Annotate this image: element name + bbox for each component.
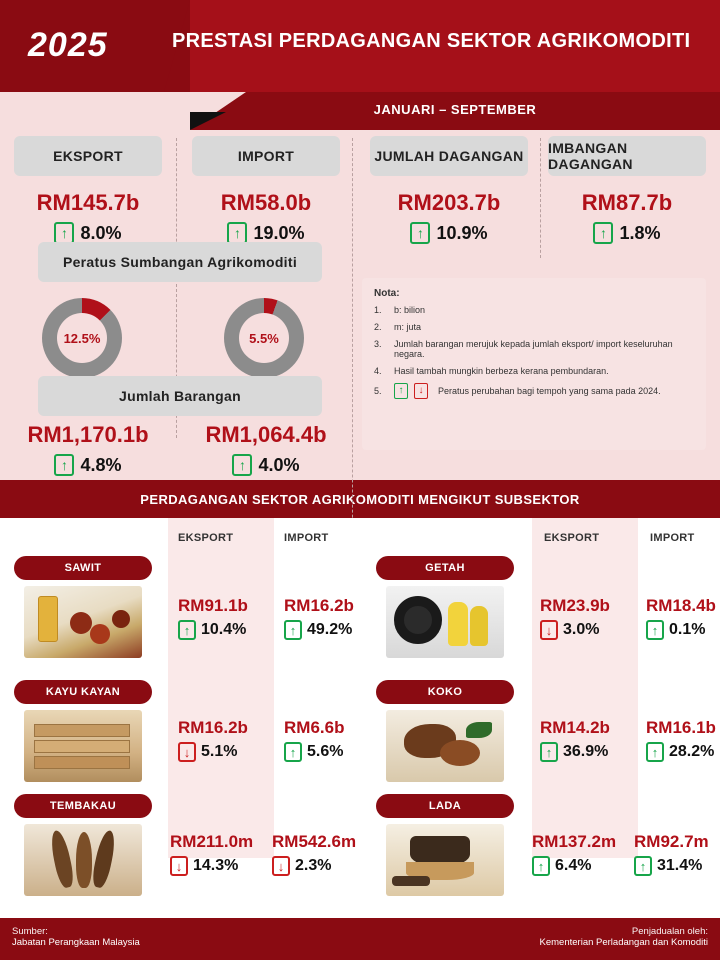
goods-eksport <box>14 422 162 476</box>
donut-import-share <box>224 298 304 378</box>
colhead-right-import: IMPORT <box>650 532 695 544</box>
nota-list <box>374 305 694 399</box>
stat-eksport <box>14 136 162 244</box>
donut-eksport-share <box>42 298 122 378</box>
lada-import <box>634 832 720 876</box>
lada-eksport-pct: 6.4% <box>555 857 592 874</box>
koko-image <box>386 710 504 782</box>
getah-import-value: RM18.4b <box>646 596 716 615</box>
share-title: Peratus Sumbangan Agrikomoditi <box>38 242 322 282</box>
goods-import-value: RM1,064.4b <box>205 422 327 447</box>
arrow-up-icon: ↑ <box>54 454 74 476</box>
arrow-up-icon: ↑ <box>646 620 664 640</box>
koko-import-value: RM16.1b <box>646 718 716 737</box>
kayu-kayan-eksport-value: RM16.2b <box>178 718 248 737</box>
donut-ring <box>224 298 304 378</box>
goods-eksport-value: RM1,170.1b <box>27 422 149 447</box>
goods-title: Jumlah Barangan <box>38 376 322 416</box>
arrow-up-icon: ↑ <box>227 222 247 244</box>
koko-eksport-value: RM14.2b <box>540 718 610 737</box>
getah-import-pct: 0.1% <box>669 621 706 638</box>
donut-ring <box>42 298 122 378</box>
tembakau-eksport-value: RM211.0m <box>170 832 254 851</box>
subsector-section <box>0 518 720 898</box>
lada-eksport-change <box>532 856 632 876</box>
stat-imbangan-dagangan <box>548 136 706 244</box>
page-title: PRESTASI PERDAGANGAN SEKTOR AGRIKOMODITI <box>172 30 691 52</box>
kayu-kayan-eksport-change <box>178 742 278 762</box>
sawit-import <box>284 596 384 640</box>
stat-import <box>192 136 340 244</box>
sawit-eksport <box>178 596 278 640</box>
arrow-up-icon: ↑ <box>646 742 664 762</box>
stat-import-value: RM58.0b <box>220 190 312 215</box>
arrow-up-icon: ↑ <box>178 620 196 640</box>
stat-jumlah-value: RM203.7b <box>397 190 501 215</box>
donut-import-value: 5.5% <box>239 313 289 363</box>
nota-item: 4. Hasil tambah mungkin berbeza kerana pembundaran. <box>374 366 609 376</box>
stripe-right-eksport <box>532 518 638 858</box>
stat-imbangan-pct: 1.8% <box>619 222 661 243</box>
stat-jumlah-label: JUMLAH DAGANGAN <box>370 136 528 176</box>
pill-tembakau: TEMBAKAU <box>14 794 152 818</box>
lada-eksport <box>532 832 632 876</box>
stat-imbangan-label: IMBANGAN DAGANGAN <box>548 136 706 176</box>
donut-eksport-value: 12.5% <box>57 313 107 363</box>
kayu-kayan-import-change <box>284 742 384 762</box>
subsector-banner: PERDAGANGAN SEKTOR AGRIKOMODITI MENGIKUT SUBSEKTOR <box>0 480 720 518</box>
sawit-eksport-change <box>178 620 278 640</box>
stat-imbangan-change <box>548 222 706 244</box>
nota-title: Nota: <box>374 288 400 299</box>
stat-eksport-pct: 8.0% <box>80 222 122 243</box>
colhead-left-eksport: EKSPORT <box>178 532 234 544</box>
nota-item: 3. Jumlah barangan merujuk kepada jumlah eksport/ import keseluruhan negara. <box>374 339 673 359</box>
goods-import <box>192 422 340 476</box>
lada-import-pct: 31.4% <box>657 857 703 874</box>
lada-import-value: RM92.7m <box>634 832 709 851</box>
goods-import-change <box>192 454 340 476</box>
arrow-down-icon: ↓ <box>272 856 290 876</box>
footer-prepared <box>540 926 708 952</box>
sawit-image <box>24 586 142 658</box>
koko-eksport-pct: 36.9% <box>563 743 609 760</box>
koko-import-pct: 28.2% <box>669 743 715 760</box>
period-band <box>0 92 720 130</box>
lada-import-change <box>634 856 720 876</box>
divider-3 <box>540 138 541 258</box>
tembakau-import-change <box>272 856 372 876</box>
koko-import-change <box>646 742 720 762</box>
arrow-up-icon: ↑ <box>54 222 74 244</box>
kayu-kayan-import-pct: 5.6% <box>307 743 344 760</box>
arrow-up-icon: ↑ <box>394 383 408 399</box>
arrow-up-icon: ↑ <box>634 856 652 876</box>
stat-imbangan-value: RM87.7b <box>581 190 673 215</box>
lada-eksport-value: RM137.2m <box>532 832 617 851</box>
sawit-import-pct: 49.2% <box>307 621 353 638</box>
pill-sawit: SAWIT <box>14 556 152 580</box>
kayu-kayan-image <box>24 710 142 782</box>
year-label: 2025 <box>28 26 108 64</box>
stat-import-change <box>192 222 340 244</box>
stat-jumlah-change <box>370 222 528 244</box>
lada-image <box>386 824 504 896</box>
arrow-up-icon: ↑ <box>284 620 302 640</box>
kayu-kayan-eksport-pct: 5.1% <box>201 743 238 760</box>
getah-import-change <box>646 620 720 640</box>
tembakau-eksport-change <box>170 856 270 876</box>
kayu-kayan-eksport <box>178 718 278 762</box>
stat-eksport-change <box>14 222 162 244</box>
koko-import <box>646 718 720 762</box>
getah-eksport-change <box>540 620 640 640</box>
footer-source-label: Sumber: <box>12 926 48 937</box>
kayu-kayan-import-value: RM6.6b <box>284 718 345 737</box>
arrow-down-icon: ↓ <box>414 383 428 399</box>
tembakau-import-value: RM542.6m <box>272 832 357 851</box>
pill-getah: GETAH <box>376 556 514 580</box>
tembakau-image <box>24 824 142 896</box>
colhead-left-import: IMPORT <box>284 532 329 544</box>
top-stats-section <box>0 130 720 480</box>
arrow-down-icon: ↓ <box>540 620 558 640</box>
pill-lada: LADA <box>376 794 514 818</box>
arrow-up-icon: ↑ <box>540 742 558 762</box>
getah-eksport-pct: 3.0% <box>563 621 600 638</box>
footer-prepared-value: Kementerian Perladangan dan Komoditi <box>539 937 708 948</box>
stat-import-label: IMPORT <box>192 136 340 176</box>
sawit-import-change <box>284 620 384 640</box>
koko-eksport-change <box>540 742 640 762</box>
goods-eksport-change <box>14 454 162 476</box>
arrow-up-icon: ↑ <box>532 856 550 876</box>
pill-kayu-kayan: KAYU KAYAN <box>14 680 152 704</box>
sawit-eksport-value: RM91.1b <box>178 596 248 615</box>
stat-eksport-label: EKSPORT <box>14 136 162 176</box>
stat-jumlah-dagangan <box>370 136 528 244</box>
footer-prepared-label: Penjadualan oleh: <box>631 926 708 937</box>
header <box>0 0 720 92</box>
arrow-up-icon: ↑ <box>593 222 613 244</box>
tembakau-import <box>272 832 372 876</box>
koko-eksport <box>540 718 640 762</box>
arrow-down-icon: ↓ <box>170 856 188 876</box>
arrow-up-icon: ↑ <box>410 222 430 244</box>
stat-import-pct: 19.0% <box>253 222 305 243</box>
getah-eksport <box>540 596 640 640</box>
tembakau-eksport <box>170 832 270 876</box>
nota-item: 1. b: bilion <box>374 305 426 315</box>
arrow-up-icon: ↑ <box>284 742 302 762</box>
period-label: JANUARI – SEPTEMBER <box>373 102 537 117</box>
getah-eksport-value: RM23.9b <box>540 596 610 615</box>
tembakau-eksport-pct: 14.3% <box>193 857 239 874</box>
arrow-up-icon: ↑ <box>232 454 252 476</box>
stat-jumlah-pct: 10.9% <box>436 222 488 243</box>
nota-item: 2. m: juta <box>374 322 422 332</box>
colhead-right-eksport: EKSPORT <box>544 532 600 544</box>
nota-item: 5. ↑ ↓ Peratus perubahan bagi tempoh yang sama pada 2024. <box>374 383 694 399</box>
pill-koko: KOKO <box>376 680 514 704</box>
nota-box <box>362 278 706 450</box>
footer-source <box>12 926 140 952</box>
tembakau-import-pct: 2.3% <box>295 857 332 874</box>
arrow-down-icon: ↓ <box>178 742 196 762</box>
goods-import-pct: 4.0% <box>258 454 300 475</box>
stat-eksport-value: RM145.7b <box>36 190 140 215</box>
getah-image <box>386 586 504 658</box>
goods-eksport-pct: 4.8% <box>80 454 122 475</box>
getah-import <box>646 596 720 640</box>
footer <box>0 918 720 960</box>
sawit-eksport-pct: 10.4% <box>201 621 247 638</box>
footer-source-value: Jabatan Perangkaan Malaysia <box>12 937 140 948</box>
sawit-import-value: RM16.2b <box>284 596 354 615</box>
kayu-kayan-import <box>284 718 384 762</box>
stripe-left-eksport <box>168 518 274 858</box>
